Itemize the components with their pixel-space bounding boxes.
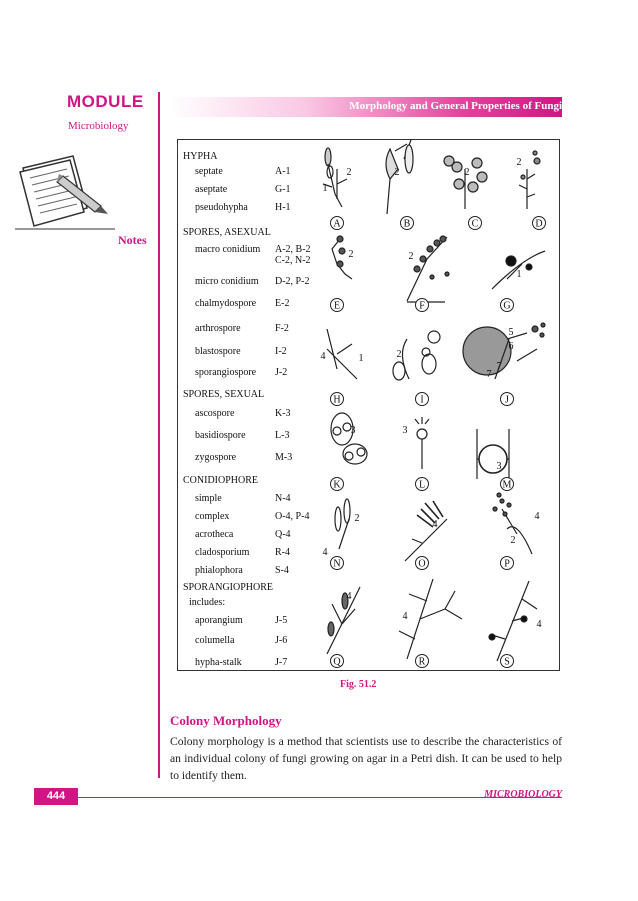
callout-number: 7 [496, 361, 502, 372]
code-micro-conidium: D-2, P-2 [275, 276, 310, 287]
code-acrotheca: Q-4 [275, 529, 291, 540]
term-chalmydospore: chalmydospore [195, 298, 257, 309]
callout-number: 3 [496, 461, 502, 472]
term-arthrospore: arthrospore [195, 323, 241, 334]
svg-text:D: D [535, 218, 543, 230]
code-phialophora: S-4 [275, 565, 289, 576]
callout-number: 2 [396, 349, 402, 360]
term-cladosporium: cladosporium [195, 547, 250, 558]
chapter-title: Morphology and General Properties of Fungi [349, 100, 562, 112]
code-complex: O-4, P-4 [275, 511, 310, 522]
panel-letter-d [533, 217, 546, 230]
code-septate: A-1 [275, 166, 291, 177]
term-columella: columella [195, 635, 235, 646]
code-basidiospore: L-3 [275, 430, 290, 441]
notes-label: Notes [118, 233, 147, 247]
panel-letter-o [416, 557, 429, 570]
svg-text:L: L [418, 479, 426, 491]
callout-number: 2 [510, 535, 516, 546]
code-blastospore: I-2 [275, 346, 287, 357]
svg-text:B: B [403, 218, 411, 230]
callout-number: 4 [402, 611, 408, 622]
callout-number: 3 [350, 425, 356, 436]
panel-letter-e [331, 299, 344, 312]
svg-text:G: G [503, 300, 511, 312]
svg-text:J: J [505, 394, 509, 406]
svg-text:A: A [333, 218, 341, 230]
svg-text:K: K [333, 479, 341, 491]
code-zygospore: M-3 [275, 452, 293, 463]
term-basidiospore: basidiospore [195, 430, 246, 441]
callout-number: 4 [432, 519, 438, 530]
margin-rule [158, 92, 160, 778]
panel-letter-f [416, 299, 429, 312]
module-subtitle: Microbiology [68, 120, 129, 132]
term-septate: septate [195, 166, 223, 177]
svg-text:S: S [504, 656, 510, 668]
fungi-morphology-figure [177, 139, 560, 671]
callout-number: 2 [348, 249, 354, 260]
code-sporangiospore: J-2 [275, 367, 288, 378]
svg-text:P: P [504, 558, 510, 570]
code-aporangium: J-5 [275, 615, 288, 626]
term-aseptate: aseptate [195, 184, 228, 195]
callout-number: 5 [508, 327, 514, 338]
panel-letter-l [416, 478, 429, 491]
term-pseudohypha: pseudohypha [195, 202, 248, 213]
term-acrotheca: acrotheca [195, 529, 234, 540]
heading-spores-sexual: SPORES, SEXUAL [183, 389, 265, 400]
panel-letter-p [501, 557, 514, 570]
panel-letter-a [331, 217, 344, 230]
callout-number: 1 [358, 353, 364, 364]
svg-text:M: M [502, 479, 512, 491]
panel-letter-c [469, 217, 482, 230]
panel-letter-m [501, 478, 514, 491]
panel-letter-b [401, 217, 414, 230]
code-pseudohypha: H-1 [275, 202, 291, 213]
svg-text:O: O [418, 558, 426, 570]
panel-letter-i [416, 393, 429, 406]
subheading-includes: includes: [189, 597, 226, 608]
callout-number: 4 [536, 619, 542, 630]
heading-sporangiophore: SPORANGIOPHORE [183, 582, 274, 593]
term-phialophora: phialophora [195, 565, 243, 576]
term-aporangium: aporangium [195, 615, 243, 626]
code-aseptate: G-1 [275, 184, 291, 195]
code-chalmydospore: E-2 [275, 298, 290, 309]
callout-number: 2 [516, 157, 522, 168]
heading-hypha: HYPHA [183, 151, 218, 162]
callout-number: 1 [516, 269, 522, 280]
svg-text:I: I [420, 394, 424, 406]
footer-rule [34, 797, 562, 798]
heading-spores-asexual: SPORES, ASEXUAL [183, 227, 271, 238]
section-heading: Colony Morphology [170, 713, 282, 728]
panel-letter-n [331, 557, 344, 570]
svg-text:Q: Q [333, 656, 341, 668]
svg-text:E: E [333, 300, 341, 312]
svg-text:F: F [419, 300, 425, 312]
callout-number: 4 [322, 547, 328, 558]
callout-number: 2 [408, 251, 414, 262]
code-simple: N-4 [275, 493, 291, 504]
svg-text:C: C [471, 218, 479, 230]
callout-number: 2 [464, 167, 470, 178]
heading-conidiophore: CONIDIOPHORE [183, 475, 258, 486]
module-title: MODULE [67, 92, 144, 111]
panel-letter-s [501, 655, 514, 668]
code-cladosporium: R-4 [275, 547, 290, 558]
term-micro-conidium: micro conidium [195, 276, 259, 287]
code-ascospore: K-3 [275, 408, 291, 419]
callout-number: 3 [402, 425, 408, 436]
panel-letter-g [501, 299, 514, 312]
term-complex: complex [195, 511, 230, 522]
panel-letter-q [331, 655, 344, 668]
panel-letter-h [331, 393, 344, 406]
notes-pencil-icon [15, 148, 115, 230]
term-simple: simple [195, 493, 222, 504]
code-arthrospore: F-2 [275, 323, 289, 334]
callout-number: 2 [354, 513, 360, 524]
panel-letter-k [331, 478, 344, 491]
panel-letter-j [501, 393, 514, 406]
code-macro-conidium-2: C-2, N-2 [275, 255, 311, 266]
callout-number: 1 [322, 183, 328, 194]
callout-number: 4 [534, 511, 540, 522]
term-hypha-stalk: hypha-stalk [195, 657, 242, 668]
svg-text:H: H [333, 394, 341, 406]
section-body: Colony morphology is a method that scientists use to describe the characteristics of an individual colony of fungi growing on agar in a Petri dish. It can be used to help to identify them. [170, 735, 562, 782]
callout-number: 4 [320, 351, 326, 362]
footer-book-title: MICROBIOLOGY [484, 789, 562, 800]
callout-number: 6 [508, 341, 514, 352]
term-blastospore: blastospore [195, 346, 241, 357]
code-hypha-stalk: J-7 [275, 657, 288, 668]
figure-caption: Fig. 51.2 [340, 679, 377, 690]
svg-text:R: R [418, 656, 426, 668]
page-number: 444 [34, 788, 78, 805]
callout-number: 4 [346, 591, 352, 602]
term-ascospore: ascospore [195, 408, 235, 419]
term-macro-conidium: macro conidium [195, 244, 261, 255]
term-sporangiospore: sporangiospore [195, 367, 257, 378]
callout-number: 7 [486, 369, 492, 380]
panel-letter-r [416, 655, 429, 668]
code-macro-conidium: A-2, B-2 [275, 244, 311, 255]
callout-number: 2 [394, 167, 400, 178]
code-columella: J-6 [275, 635, 288, 646]
callout-number: 2 [346, 167, 352, 178]
term-zygospore: zygospore [195, 452, 237, 463]
svg-text:N: N [333, 558, 341, 570]
